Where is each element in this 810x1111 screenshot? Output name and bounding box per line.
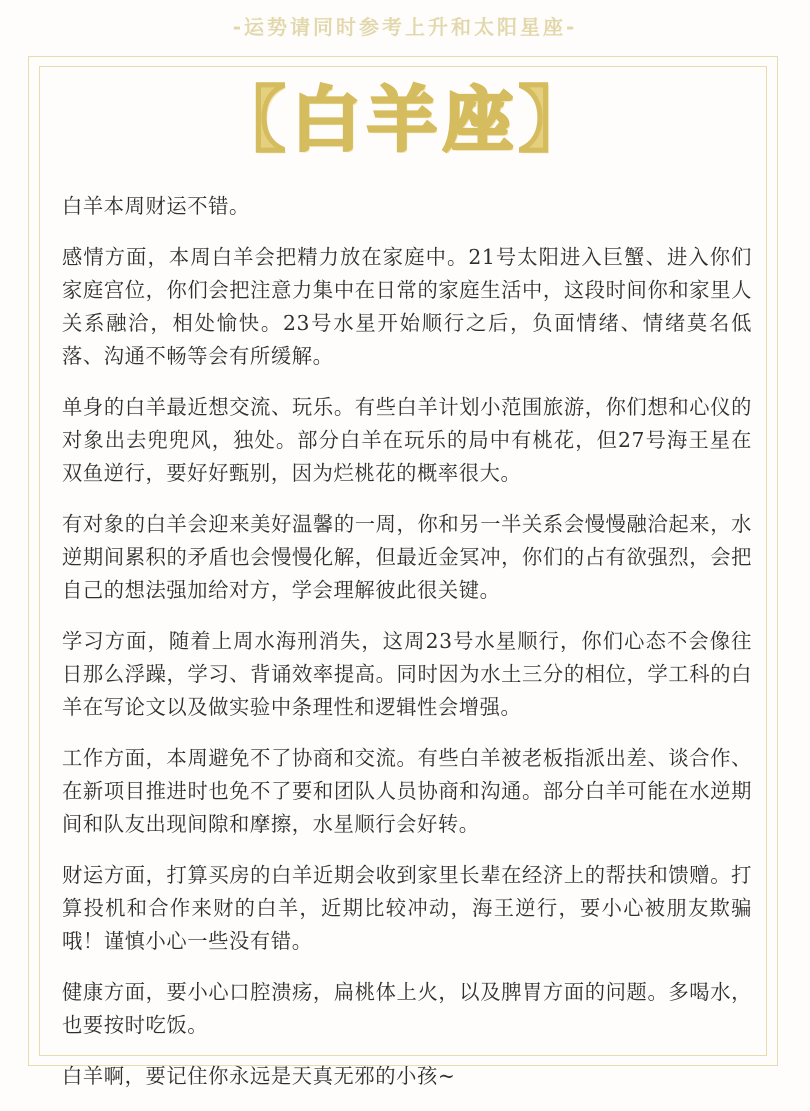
paragraph-health: 健康方面，要小心口腔溃疡，扁桃体上火，以及脾胃方面的问题。多喝水，也要按时吃饭。 xyxy=(62,980,752,1037)
page-title: 【白羊座】 xyxy=(215,79,595,161)
paragraph-work: 工作方面，本周避免不了协商和交流。有些白羊被老板指派出差、谈合作、在新项目推进时也免不了要和团队人员协商和沟通。部分白羊可能在水逆期间和队友出现间隙和摩擦，水星顺行会好转。 xyxy=(62,746,752,836)
subtitle: -运势请同时参考上升和太阳星座- xyxy=(232,15,578,39)
title-wrap xyxy=(0,72,810,168)
paragraph-single: 单身的白羊最近想交流、玩乐。有些白羊计划小范围旅游，你们想和心仪的对象出去兜兜风，独处。部分白羊在玩乐的局中有桃花，但27号海王星在双鱼逆行，要好好甄别，因为烂桃花的概率很大。 xyxy=(62,395,752,485)
paragraph-wealth: 财运方面，打算买房的白羊近期会收到家里长辈在经济上的帮扶和馈赠。打算投机和合作来财的白羊，近期比较冲动，海王逆行，要小心被朋友欺骗哦！谨慎小心一些没有错。 xyxy=(62,863,752,953)
paragraph-study: 学习方面，随着上周水海刑消失，这周23号水星顺行，你们心态不会像往日那么浮躁，学习、背诵效率提高。同时因为水土三分的相位，学工科的白羊在写论文以及做实验中条理性和逻辑性会增强。 xyxy=(62,629,752,719)
paragraph-couple: 有对象的白羊会迎来美好温馨的一周，你和另一半关系会慢慢融洽起来，水逆期间累积的矛盾也会慢慢化解，但最近金冥冲，你们的占有欲强烈，会把自己的想法强加给对方，学会理解彼此很关键。 xyxy=(62,512,752,602)
paragraph-love: 感情方面，本周白羊会把精力放在家庭中。21号太阳进入巨蟹、进入你们家庭宫位，你们会把注意力集中在日常的家庭生活中，这段时间你和家里人关系融洽，相处愉快。23号水星开始顺行之后，负面情绪、情绪莫名低落、沟通不畅等会有所缓解。 xyxy=(62,245,752,368)
article-body xyxy=(62,190,752,1111)
paragraph-intro: 白羊本周财运不错。 xyxy=(62,194,250,218)
paragraph-closing: 白羊啊，要记住你永远是天真无邪的小孩~ xyxy=(62,1064,456,1088)
